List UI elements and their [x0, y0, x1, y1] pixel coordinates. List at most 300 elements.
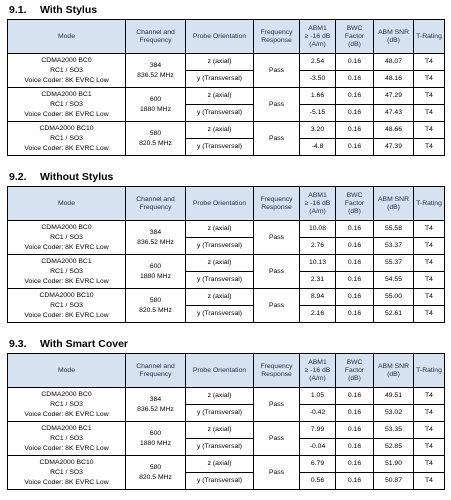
- header-trating-label: T-Rating: [416, 32, 442, 40]
- channel-value: 384: [149, 395, 162, 403]
- abm1-cell: [300, 122, 336, 139]
- t-rating-cell: [414, 405, 445, 422]
- snr-value: 55.58: [384, 225, 402, 232]
- t-rating-value: T4: [425, 392, 433, 399]
- section-number: 9.2.: [9, 171, 27, 183]
- abm1-cell: [300, 439, 336, 456]
- header-abm-snr: [374, 20, 414, 54]
- bwc-value: 0.16: [347, 460, 362, 467]
- header-row: [8, 354, 445, 388]
- header-bwc-line1: BWC: [346, 191, 363, 199]
- frequency-value: 1880 MHz: [140, 439, 171, 447]
- bwc-value: 0.16: [347, 426, 362, 433]
- mode-line: CDMA2000 BC10: [39, 291, 94, 299]
- snr-cell: [374, 422, 414, 439]
- mode-cell: [8, 88, 126, 122]
- header-t-rating: [414, 354, 445, 388]
- channel-value: 580: [149, 296, 162, 304]
- probe-value: y (Transversal): [196, 443, 243, 450]
- mode-line: RC1 / SO3: [50, 66, 83, 74]
- snr-cell: [374, 473, 414, 490]
- table-row: [8, 289, 445, 306]
- header-bwc-line3: (dB): [348, 40, 361, 48]
- header-bwc-line1: BWC: [346, 358, 363, 366]
- channel-frequency-cell: [126, 422, 186, 456]
- bwc-cell: [336, 105, 374, 122]
- section-2: [7, 170, 444, 323]
- snr-cell: [374, 139, 414, 156]
- snr-value: 47.43: [384, 109, 402, 116]
- snr-cell: [374, 272, 414, 289]
- probe-value: z (axial): [207, 225, 232, 232]
- probe-cell: [186, 54, 254, 71]
- results-table: [7, 19, 445, 156]
- mode-line: CDMA2000 BC1: [41, 90, 92, 98]
- snr-cell: [374, 388, 414, 405]
- snr-value: 48.16: [384, 75, 402, 82]
- header-probe-label: Probe Orientation: [192, 366, 247, 374]
- abm1-cell: [300, 238, 336, 255]
- abm1-cell: [300, 405, 336, 422]
- abm1-cell: [300, 306, 336, 323]
- header-response-label: Frequency Response: [260, 195, 293, 211]
- header-bwc-factor: [336, 187, 374, 221]
- channel-frequency-cell: [126, 289, 186, 323]
- table-body: [8, 221, 445, 323]
- frequency-value: 836.52 MHz: [137, 71, 174, 79]
- t-rating-cell: [414, 388, 445, 405]
- probe-cell: [186, 139, 254, 156]
- probe-cell: [186, 405, 254, 422]
- abm1-value: 10.08: [308, 225, 326, 232]
- abm1-value: 7.99: [310, 426, 325, 433]
- snr-cell: [374, 105, 414, 122]
- probe-value: z (axial): [207, 259, 232, 266]
- header-probe-label: Probe Orientation: [192, 199, 247, 207]
- probe-value: y (Transversal): [196, 242, 243, 249]
- section-number: 9.1.: [9, 4, 27, 16]
- header-bwc-factor: [336, 20, 374, 54]
- probe-cell: [186, 439, 254, 456]
- mode-cell: [8, 122, 126, 156]
- mode-line: CDMA2000 BC1: [41, 257, 92, 265]
- bwc-value: 0.16: [347, 92, 362, 99]
- header-mode: [8, 354, 126, 388]
- mode-line: CDMA2000 BC1: [41, 424, 92, 432]
- t-rating-cell: [414, 71, 445, 88]
- abm1-value: 2.76: [310, 242, 325, 249]
- header-channel-frequency: [126, 187, 186, 221]
- mode-line: Voice Coder: 8K EVRC Low: [24, 76, 109, 84]
- probe-value: z (axial): [207, 293, 232, 300]
- header-t-rating: [414, 187, 445, 221]
- response-value: Pass: [268, 434, 285, 442]
- snr-cell: [374, 238, 414, 255]
- mode-line: RC1 / SO3: [50, 267, 83, 275]
- frequency-value: 1880 MHz: [140, 105, 171, 113]
- header-bwc-line2: Factor: [344, 366, 365, 374]
- bwc-cell: [336, 439, 374, 456]
- t-rating-cell: [414, 122, 445, 139]
- abm1-cell: [300, 456, 336, 473]
- t-rating-cell: [414, 272, 445, 289]
- header-abm1-line2: ≥ -16 dB: [304, 366, 331, 374]
- header-abm1-line2: ≥ -16 dB: [304, 199, 331, 207]
- header-response-label: Frequency Response: [260, 28, 293, 44]
- bwc-value: 0.16: [347, 477, 362, 484]
- t-rating-cell: [414, 105, 445, 122]
- t-rating-value: T4: [425, 276, 433, 283]
- abm1-cell: [300, 88, 336, 105]
- bwc-value: 0.16: [347, 310, 362, 317]
- results-table: [7, 186, 445, 323]
- abm1-cell: [300, 105, 336, 122]
- snr-value: 50.87: [384, 477, 402, 484]
- bwc-cell: [336, 289, 374, 306]
- channel-value: 600: [149, 95, 162, 103]
- snr-cell: [374, 122, 414, 139]
- header-probe-orientation: [186, 354, 254, 388]
- snr-value: 52.85: [384, 443, 402, 450]
- channel-frequency-cell: [126, 54, 186, 88]
- header-abm1-line2: ≥ -16 dB: [304, 32, 331, 40]
- abm1-cell: [300, 221, 336, 238]
- probe-cell: [186, 88, 254, 105]
- mode-line: RC1 / SO3: [50, 233, 83, 241]
- abm1-value: 2.54: [310, 58, 325, 65]
- section-title: [9, 3, 444, 17]
- table-row: [8, 122, 445, 139]
- probe-value: z (axial): [207, 426, 232, 433]
- header-abm-snr: [374, 354, 414, 388]
- bwc-cell: [336, 88, 374, 105]
- probe-value: z (axial): [207, 58, 232, 65]
- header-response-label: Frequency Response: [260, 362, 293, 378]
- header-probe-label: Probe Orientation: [192, 32, 247, 40]
- t-rating-value: T4: [425, 477, 433, 484]
- header-bwc-line3: (dB): [348, 374, 361, 382]
- snr-value: 53.35: [384, 426, 402, 433]
- mode-cell: [8, 221, 126, 255]
- header-bwc-line2: Factor: [344, 32, 365, 40]
- snr-value: 55.37: [384, 259, 402, 266]
- probe-value: y (Transversal): [196, 75, 243, 82]
- bwc-value: 0.16: [347, 293, 362, 300]
- mode-line: CDMA2000 BC10: [39, 458, 94, 466]
- channel-value: 600: [149, 429, 162, 437]
- probe-value: z (axial): [207, 460, 232, 467]
- channel-value: 580: [149, 129, 162, 137]
- snr-value: 47.39: [384, 143, 402, 150]
- header-frequency-response: [254, 354, 300, 388]
- bwc-value: 0.16: [347, 225, 362, 232]
- t-rating-value: T4: [425, 242, 433, 249]
- probe-cell: [186, 105, 254, 122]
- snr-value: 55.00: [384, 293, 402, 300]
- mode-line: Voice Coder: 8K EVRC Low: [24, 444, 109, 452]
- t-rating-value: T4: [425, 443, 433, 450]
- t-rating-value: T4: [425, 126, 433, 133]
- snr-value: 49.51: [384, 392, 402, 399]
- bwc-cell: [336, 272, 374, 289]
- snr-cell: [374, 289, 414, 306]
- response-cell: [254, 221, 300, 255]
- bwc-value: 0.16: [347, 143, 362, 150]
- snr-value: 47.29: [384, 92, 402, 99]
- header-mode-label: Mode: [57, 199, 75, 207]
- channel-frequency-cell: [126, 122, 186, 156]
- section-title: [9, 170, 444, 184]
- bwc-cell: [336, 456, 374, 473]
- mode-line: RC1 / SO3: [50, 468, 83, 476]
- abm1-cell: [300, 473, 336, 490]
- mode-line: Voice Coder: 8K EVRC Low: [24, 277, 109, 285]
- table-header: [8, 354, 445, 388]
- bwc-cell: [336, 422, 374, 439]
- bwc-cell: [336, 306, 374, 323]
- bwc-cell: [336, 122, 374, 139]
- header-frequency-response: [254, 187, 300, 221]
- header-snr-label: ABM SNR (dB): [378, 28, 409, 44]
- header-mode: [8, 20, 126, 54]
- section-3: [7, 337, 444, 490]
- header-channel-frequency: [126, 20, 186, 54]
- mode-line: Voice Coder: 8K EVRC Low: [24, 243, 109, 251]
- t-rating-cell: [414, 238, 445, 255]
- mode-line: CDMA2000 BC0: [41, 223, 92, 231]
- response-cell: [254, 255, 300, 289]
- bwc-cell: [336, 405, 374, 422]
- snr-value: 48.66: [384, 126, 402, 133]
- header-abm1: [300, 20, 336, 54]
- table-header: [8, 20, 445, 54]
- abm1-value: -0.42: [309, 409, 326, 416]
- bwc-value: 0.16: [347, 443, 362, 450]
- mode-cell: [8, 289, 126, 323]
- snr-cell: [374, 306, 414, 323]
- header-frequency-response: [254, 20, 300, 54]
- header-abm1-line3: (A/m): [309, 374, 326, 382]
- t-rating-cell: [414, 473, 445, 490]
- abm1-value: 8.94: [310, 293, 325, 300]
- channel-frequency-cell: [126, 388, 186, 422]
- t-rating-value: T4: [425, 225, 433, 232]
- probe-cell: [186, 473, 254, 490]
- header-mode: [8, 187, 126, 221]
- bwc-value: 0.16: [347, 242, 362, 249]
- mode-line: Voice Coder: 8K EVRC Low: [24, 144, 109, 152]
- probe-cell: [186, 238, 254, 255]
- bwc-value: 0.16: [347, 409, 362, 416]
- table-header: [8, 187, 445, 221]
- t-rating-value: T4: [425, 460, 433, 467]
- snr-value: 51.90: [384, 460, 402, 467]
- frequency-value: 820.5 MHz: [139, 139, 172, 147]
- response-value: Pass: [268, 66, 285, 74]
- probe-cell: [186, 422, 254, 439]
- header-row: [8, 20, 445, 54]
- t-rating-value: T4: [425, 143, 433, 150]
- t-rating-value: T4: [425, 92, 433, 99]
- mode-line: RC1 / SO3: [50, 134, 83, 142]
- abm1-cell: [300, 289, 336, 306]
- probe-cell: [186, 255, 254, 272]
- probe-cell: [186, 71, 254, 88]
- mode-cell: [8, 422, 126, 456]
- bwc-value: 0.16: [347, 58, 362, 65]
- response-value: Pass: [268, 400, 285, 408]
- bwc-value: 0.16: [347, 276, 362, 283]
- abm1-value: 1.05: [310, 392, 325, 399]
- t-rating-value: T4: [425, 310, 433, 317]
- response-value: Pass: [268, 233, 285, 241]
- section-title-text: With Stylus: [40, 4, 98, 16]
- response-value: Pass: [268, 301, 285, 309]
- t-rating-cell: [414, 456, 445, 473]
- header-mode-label: Mode: [57, 32, 75, 40]
- header-bwc-line1: BWC: [346, 24, 363, 32]
- probe-value: y (Transversal): [196, 109, 243, 116]
- header-trating-label: T-Rating: [416, 199, 442, 207]
- channel-value: 580: [149, 463, 162, 471]
- bwc-cell: [336, 54, 374, 71]
- section-title-text: Without Stylus: [40, 171, 114, 183]
- mode-cell: [8, 456, 126, 490]
- header-probe-orientation: [186, 20, 254, 54]
- abm1-value: 2.31: [310, 276, 325, 283]
- bwc-value: 0.16: [347, 126, 362, 133]
- table-row: [8, 422, 445, 439]
- bwc-cell: [336, 139, 374, 156]
- t-rating-cell: [414, 221, 445, 238]
- mode-line: Voice Coder: 8K EVRC Low: [24, 410, 109, 418]
- frequency-value: 820.5 MHz: [139, 473, 172, 481]
- t-rating-cell: [414, 422, 445, 439]
- header-abm1: [300, 187, 336, 221]
- header-mode-label: Mode: [57, 366, 75, 374]
- response-value: Pass: [268, 100, 285, 108]
- snr-cell: [374, 71, 414, 88]
- probe-cell: [186, 272, 254, 289]
- header-abm1: [300, 354, 336, 388]
- channel-frequency-cell: [126, 255, 186, 289]
- bwc-cell: [336, 388, 374, 405]
- frequency-value: 836.52 MHz: [137, 405, 174, 413]
- header-bwc-line2: Factor: [344, 199, 365, 207]
- header-abm1-line3: (A/m): [309, 207, 326, 215]
- t-rating-value: T4: [425, 409, 433, 416]
- header-abm1-line1: ABM1: [308, 191, 327, 199]
- t-rating-cell: [414, 88, 445, 105]
- table-row: [8, 456, 445, 473]
- response-cell: [254, 422, 300, 456]
- snr-cell: [374, 456, 414, 473]
- response-cell: [254, 456, 300, 490]
- table-body: [8, 388, 445, 490]
- probe-value: z (axial): [207, 392, 232, 399]
- mode-line: RC1 / SO3: [50, 400, 83, 408]
- table-body: [8, 54, 445, 156]
- header-snr-label: ABM SNR (dB): [378, 195, 409, 211]
- header-bwc-factor: [336, 354, 374, 388]
- table-row: [8, 255, 445, 272]
- probe-value: z (axial): [207, 126, 232, 133]
- abm1-value: -4.8: [311, 143, 324, 150]
- table-row: [8, 54, 445, 71]
- header-channel-label: Channel and Frequency: [136, 28, 175, 44]
- response-cell: [254, 54, 300, 88]
- mode-line: CDMA2000 BC10: [39, 124, 94, 132]
- abm1-value: 2.16: [310, 310, 325, 317]
- frequency-value: 1880 MHz: [140, 272, 171, 280]
- t-rating-cell: [414, 255, 445, 272]
- snr-cell: [374, 255, 414, 272]
- header-abm1-line1: ABM1: [308, 358, 327, 366]
- bwc-value: 0.16: [347, 259, 362, 266]
- response-cell: [254, 88, 300, 122]
- bwc-cell: [336, 255, 374, 272]
- t-rating-cell: [414, 54, 445, 71]
- response-value: Pass: [268, 267, 285, 275]
- mode-line: RC1 / SO3: [50, 100, 83, 108]
- table-row: [8, 221, 445, 238]
- t-rating-value: T4: [425, 58, 433, 65]
- t-rating-value: T4: [425, 109, 433, 116]
- section-title: [9, 337, 444, 351]
- probe-value: y (Transversal): [196, 310, 243, 317]
- channel-value: 384: [149, 61, 162, 69]
- section-title-text: With Smart Cover: [40, 338, 129, 350]
- probe-value: y (Transversal): [196, 409, 243, 416]
- response-cell: [254, 122, 300, 156]
- bwc-value: 0.16: [347, 109, 362, 116]
- header-snr-label: ABM SNR (dB): [378, 362, 409, 378]
- header-channel-label: Channel and Frequency: [136, 195, 175, 211]
- abm1-value: -5.15: [309, 109, 326, 116]
- header-probe-orientation: [186, 187, 254, 221]
- bwc-cell: [336, 221, 374, 238]
- abm1-cell: [300, 71, 336, 88]
- probe-value: y (Transversal): [196, 477, 243, 484]
- table-row: [8, 88, 445, 105]
- response-value: Pass: [268, 134, 285, 142]
- mode-cell: [8, 54, 126, 88]
- probe-value: y (Transversal): [196, 143, 243, 150]
- abm1-cell: [300, 388, 336, 405]
- header-abm1-line1: ABM1: [308, 24, 327, 32]
- abm1-value: 3.20: [310, 126, 325, 133]
- probe-cell: [186, 122, 254, 139]
- mode-line: RC1 / SO3: [50, 301, 83, 309]
- abm1-cell: [300, 255, 336, 272]
- snr-cell: [374, 54, 414, 71]
- bwc-cell: [336, 71, 374, 88]
- section-1: [7, 3, 444, 156]
- abm1-value: -0.04: [309, 443, 326, 450]
- abm1-value: -3.50: [309, 75, 326, 82]
- t-rating-cell: [414, 439, 445, 456]
- table-row: [8, 388, 445, 405]
- channel-value: 384: [149, 228, 162, 236]
- probe-cell: [186, 289, 254, 306]
- abm1-cell: [300, 422, 336, 439]
- probe-value: y (Transversal): [196, 276, 243, 283]
- abm1-value: 10.13: [308, 259, 326, 266]
- channel-value: 600: [149, 262, 162, 270]
- probe-cell: [186, 306, 254, 323]
- header-trating-label: T-Rating: [416, 366, 442, 374]
- t-rating-value: T4: [425, 259, 433, 266]
